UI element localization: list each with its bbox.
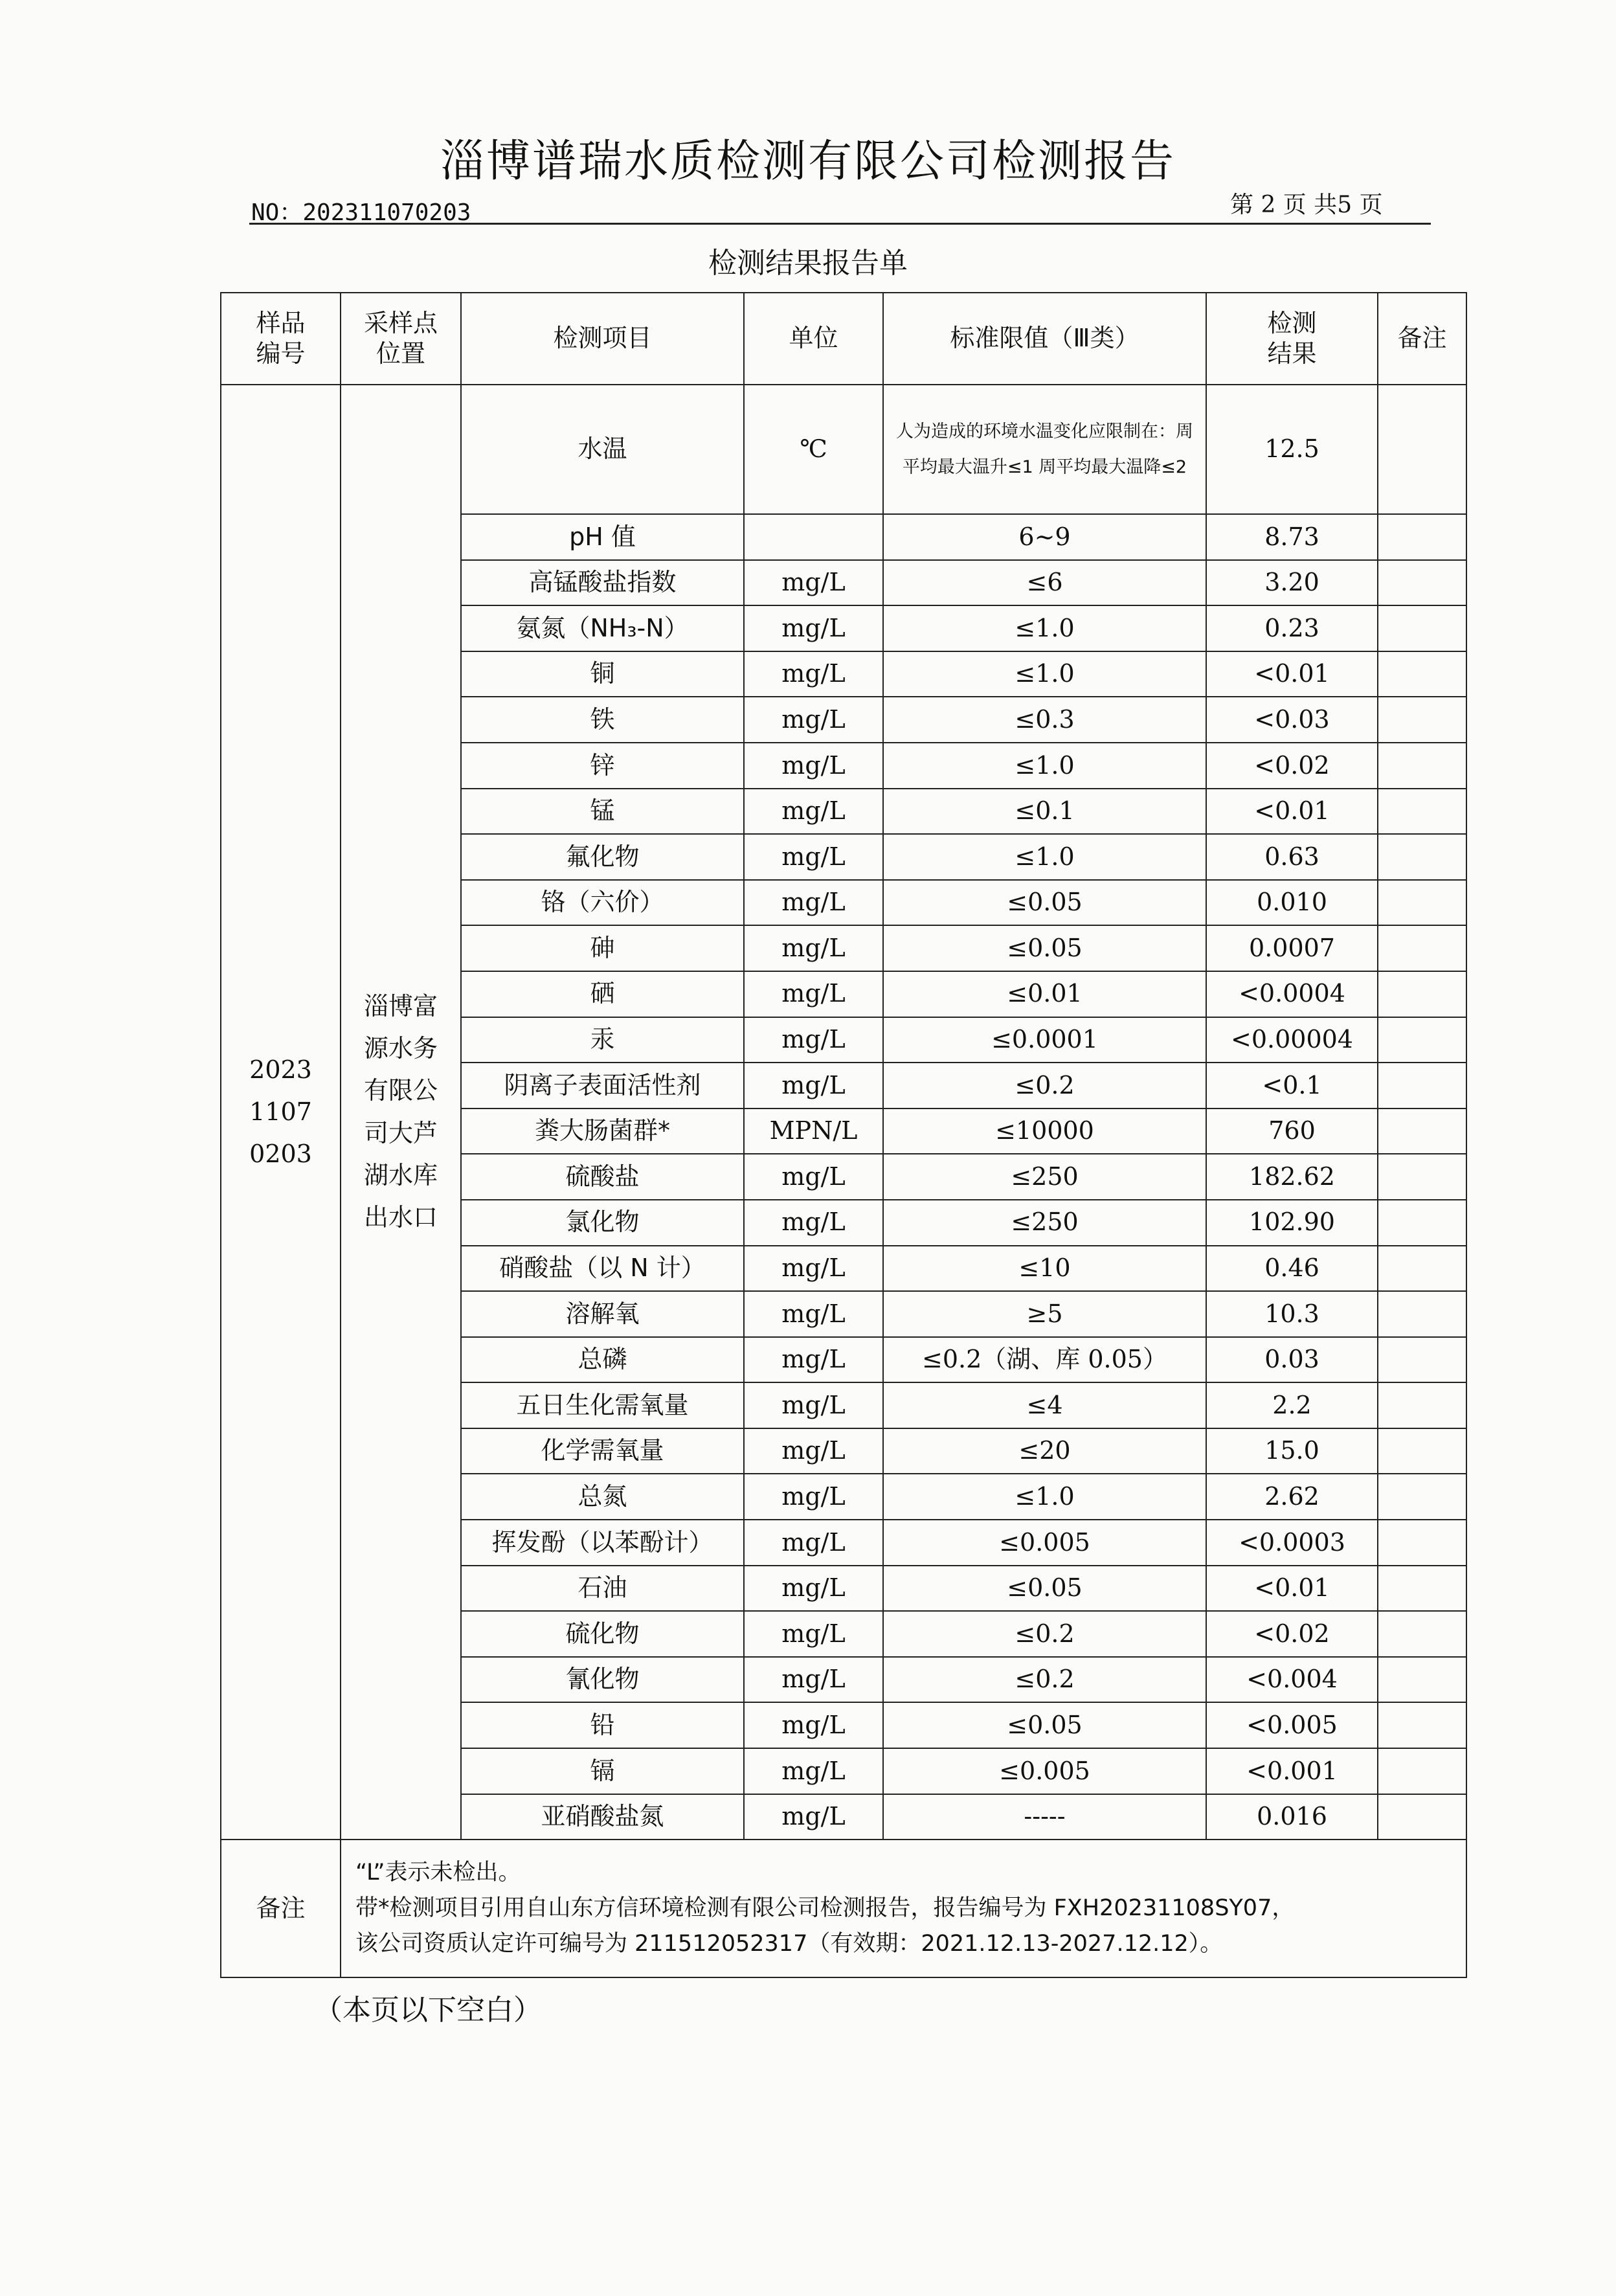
result-cell: <0.0004 [1206,971,1378,1017]
standard-limit-cell: ≤250 [883,1200,1206,1246]
col-location-label: 采样点 位置 [363,308,438,368]
sample-location-cell: 淄博富 源水务 有限公 司大芦 湖水库 出水口 [341,385,461,1840]
standard-limit-cell: ≤0.005 [883,1520,1206,1566]
remark-cell [1378,880,1466,926]
test-item-cell: 硒 [461,971,744,1017]
standard-limit-cell: ≤0.05 [883,925,1206,971]
result-cell: <0.01 [1206,789,1378,835]
header-divider [249,223,1431,225]
standard-limit-cell: ≤0.2（湖、库 0.05） [883,1337,1206,1383]
result-cell: <0.02 [1206,743,1378,789]
standard-limit-cell: ≤1.0 [883,743,1206,789]
standard-limit-cell: ≤0.2 [883,1063,1206,1109]
standard-limit-cell: 6~9 [883,514,1206,560]
unit-cell: mg/L [744,1702,883,1748]
col-limit: 标准限值（Ⅲ类） [883,293,1206,385]
result-cell: <0.01 [1206,1566,1378,1612]
remark-cell [1378,1382,1466,1428]
result-cell: 12.5 [1206,385,1378,514]
col-result [1206,293,1378,385]
result-cell: 0.46 [1206,1246,1378,1292]
unit-cell: mg/L [744,1017,883,1063]
test-item-cell: 水温 [461,385,744,514]
result-cell: 760 [1206,1109,1378,1154]
remark-cell [1378,385,1466,514]
remark-cell [1378,834,1466,880]
result-cell: <0.01 [1206,651,1378,697]
standard-limit-cell: ≤250 [883,1154,1206,1200]
result-cell: <0.03 [1206,697,1378,743]
test-item-cell: 高锰酸盐指数 [461,560,744,606]
col-remark: 备注 [1378,293,1466,385]
standard-limit-cell: ≤4 [883,1382,1206,1428]
remark-cell [1378,1200,1466,1246]
standard-limit-cell: ≤0.2 [883,1657,1206,1703]
test-item-cell: 铜 [461,651,744,697]
standard-limit-cell: ≤1.0 [883,651,1206,697]
col-item: 检测项目 [461,293,744,385]
standard-limit-cell: ≤10 [883,1246,1206,1292]
result-cell: <0.02 [1206,1611,1378,1657]
unit-cell: mg/L [744,1611,883,1657]
unit-cell: mg/L [744,1474,883,1520]
unit-cell [744,514,883,560]
unit-cell: mg/L [744,1154,883,1200]
remarks-line: “L”表示未检出。 [355,1859,521,1885]
result-cell: <0.1 [1206,1063,1378,1109]
result-cell: 102.90 [1206,1200,1378,1246]
unit-cell: mg/L [744,1246,883,1292]
test-item-cell: 化学需氧量 [461,1428,744,1474]
test-item-cell: 硫酸盐 [461,1154,744,1200]
remark-cell [1378,1017,1466,1063]
remark-cell [1378,651,1466,697]
test-item-cell: 铬（六价） [461,880,744,926]
result-cell: 2.62 [1206,1474,1378,1520]
standard-limit-cell: ≥5 [883,1291,1206,1337]
result-cell: 3.20 [1206,560,1378,606]
results-table [220,292,1467,1978]
unit-cell: mg/L [744,651,883,697]
standard-limit-cell: ≤0.01 [883,971,1206,1017]
remark-cell [1378,1748,1466,1794]
test-item-cell: 氟化物 [461,834,744,880]
result-cell: 0.016 [1206,1794,1378,1840]
standard-limit-cell: 人为造成的环境水温变化应限制在：周平均最大温升≤1 周平均最大温降≤2 [883,385,1206,514]
remarks-label: 备注 [221,1840,341,1977]
page-indicator: 第 2 页 共5 页 [1230,192,1383,218]
table-caption: 检测结果报告单 [708,247,908,280]
remark-cell [1378,1474,1466,1520]
standard-limit-cell: ----- [883,1794,1206,1840]
unit-cell: mg/L [744,925,883,971]
test-item-cell: 镉 [461,1748,744,1794]
remarks-line: 带*检测项目引用自山东方信环境检测有限公司检测报告，报告编号为 FXH20231108SY07， [355,1895,1295,1922]
unit-cell: MPN/L [744,1109,883,1154]
standard-limit-cell: ≤1.0 [883,605,1206,651]
unit-cell: mg/L [744,1063,883,1109]
remark-cell [1378,1154,1466,1200]
remarks-row [221,1840,1466,1977]
col-location [341,293,461,385]
result-cell: 10.3 [1206,1291,1378,1337]
remark-cell [1378,925,1466,971]
unit-cell: mg/L [744,1428,883,1474]
test-item-cell: 石油 [461,1566,744,1612]
report-title: 淄博谱瑞水质检测有限公司检测报告 [440,136,1176,187]
result-cell: 2.2 [1206,1382,1378,1428]
remark-cell [1378,1109,1466,1154]
test-item-cell: 氯化物 [461,1200,744,1246]
remark-cell [1378,789,1466,835]
result-cell: <0.005 [1206,1702,1378,1748]
test-item-cell: 铅 [461,1702,744,1748]
col-unit: 单位 [744,293,883,385]
result-cell: <0.004 [1206,1657,1378,1703]
test-item-cell: 挥发酚（以苯酚计） [461,1520,744,1566]
remark-cell [1378,1566,1466,1612]
unit-cell: mg/L [744,834,883,880]
sample-number-cell: 2023 1107 0203 [221,385,341,1840]
remark-cell [1378,1657,1466,1703]
unit-cell: mg/L [744,1382,883,1428]
test-item-cell: 亚硝酸盐氮 [461,1794,744,1840]
result-cell: 8.73 [1206,514,1378,560]
col-sample-no [221,293,341,385]
unit-cell: ℃ [744,385,883,514]
test-item-cell: 总氮 [461,1474,744,1520]
standard-limit-cell: ≤10000 [883,1109,1206,1154]
test-item-cell: 阴离子表面活性剂 [461,1063,744,1109]
test-item-cell: 溶解氧 [461,1291,744,1337]
unit-cell: mg/L [744,1200,883,1246]
standard-limit-cell: ≤0.1 [883,789,1206,835]
col-result-label: 检测 结果 [1267,308,1317,368]
test-item-cell: 五日生化需氧量 [461,1382,744,1428]
unit-cell: mg/L [744,1657,883,1703]
remark-cell [1378,514,1466,560]
result-cell: 15.0 [1206,1428,1378,1474]
remarks-line: 该公司资质认定许可编号为 211512052317（有效期：2021.12.13-2027.12.12）。 [355,1931,1223,1957]
test-item-cell: 锰 [461,789,744,835]
test-item-cell: 氨氮（NH₃-N） [461,605,744,651]
standard-limit-cell: ≤1.0 [883,1474,1206,1520]
remark-cell [1378,1702,1466,1748]
remark-cell [1378,1291,1466,1337]
result-cell: 0.0007 [1206,925,1378,971]
unit-cell: mg/L [744,560,883,606]
report-number: NO：202311070203 [251,199,471,226]
test-item-cell: 粪大肠菌群* [461,1109,744,1154]
standard-limit-cell: ≤0.05 [883,1702,1206,1748]
test-item-cell: 汞 [461,1017,744,1063]
unit-cell: mg/L [744,1566,883,1612]
standard-limit-cell: ≤6 [883,560,1206,606]
remark-cell [1378,1246,1466,1292]
unit-cell: mg/L [744,1520,883,1566]
test-item-cell: 氰化物 [461,1657,744,1703]
result-cell: 0.03 [1206,1337,1378,1383]
unit-cell: mg/L [744,697,883,743]
remark-cell [1378,1337,1466,1383]
remark-cell [1378,1428,1466,1474]
unit-cell: mg/L [744,1794,883,1840]
unit-cell: mg/L [744,1291,883,1337]
unit-cell: mg/L [744,743,883,789]
remark-cell [1378,1063,1466,1109]
result-cell: 182.62 [1206,1154,1378,1200]
unit-cell: mg/L [744,880,883,926]
unit-cell: mg/L [744,1748,883,1794]
table-row [221,385,1466,514]
standard-limit-cell: ≤1.0 [883,834,1206,880]
test-item-cell: 锌 [461,743,744,789]
result-cell: <0.001 [1206,1748,1378,1794]
standard-limit-cell: ≤0.0001 [883,1017,1206,1063]
remark-cell [1378,697,1466,743]
blank-below-note: （本页以下空白） [314,1994,542,2027]
col-sample-no-label: 样品 编号 [256,308,306,368]
standard-limit-cell: ≤0.3 [883,697,1206,743]
unit-cell: mg/L [744,605,883,651]
remark-cell [1378,1794,1466,1840]
test-item-cell: pH 值 [461,514,744,560]
result-cell: <0.0003 [1206,1520,1378,1566]
standard-limit-cell: ≤0.05 [883,880,1206,926]
test-item-cell: 硫化物 [461,1611,744,1657]
remark-cell [1378,605,1466,651]
test-item-cell: 总磷 [461,1337,744,1383]
remark-cell [1378,743,1466,789]
remark-cell [1378,971,1466,1017]
result-cell: 0.63 [1206,834,1378,880]
result-cell: 0.010 [1206,880,1378,926]
remark-cell [1378,1611,1466,1657]
result-cell: <0.00004 [1206,1017,1378,1063]
unit-cell: mg/L [744,971,883,1017]
standard-limit-cell: ≤0.05 [883,1566,1206,1612]
result-cell: 0.23 [1206,605,1378,651]
test-item-cell: 硝酸盐（以 N 计） [461,1246,744,1292]
unit-cell: mg/L [744,1337,883,1383]
remarks-text [341,1840,1466,1977]
remark-cell [1378,560,1466,606]
standard-limit-cell: ≤0.2 [883,1611,1206,1657]
unit-cell: mg/L [744,789,883,835]
standard-limit-cell: ≤20 [883,1428,1206,1474]
test-item-cell: 铁 [461,697,744,743]
test-item-cell: 砷 [461,925,744,971]
table-header-row [221,293,1466,385]
remark-cell [1378,1520,1466,1566]
standard-limit-cell: ≤0.005 [883,1748,1206,1794]
